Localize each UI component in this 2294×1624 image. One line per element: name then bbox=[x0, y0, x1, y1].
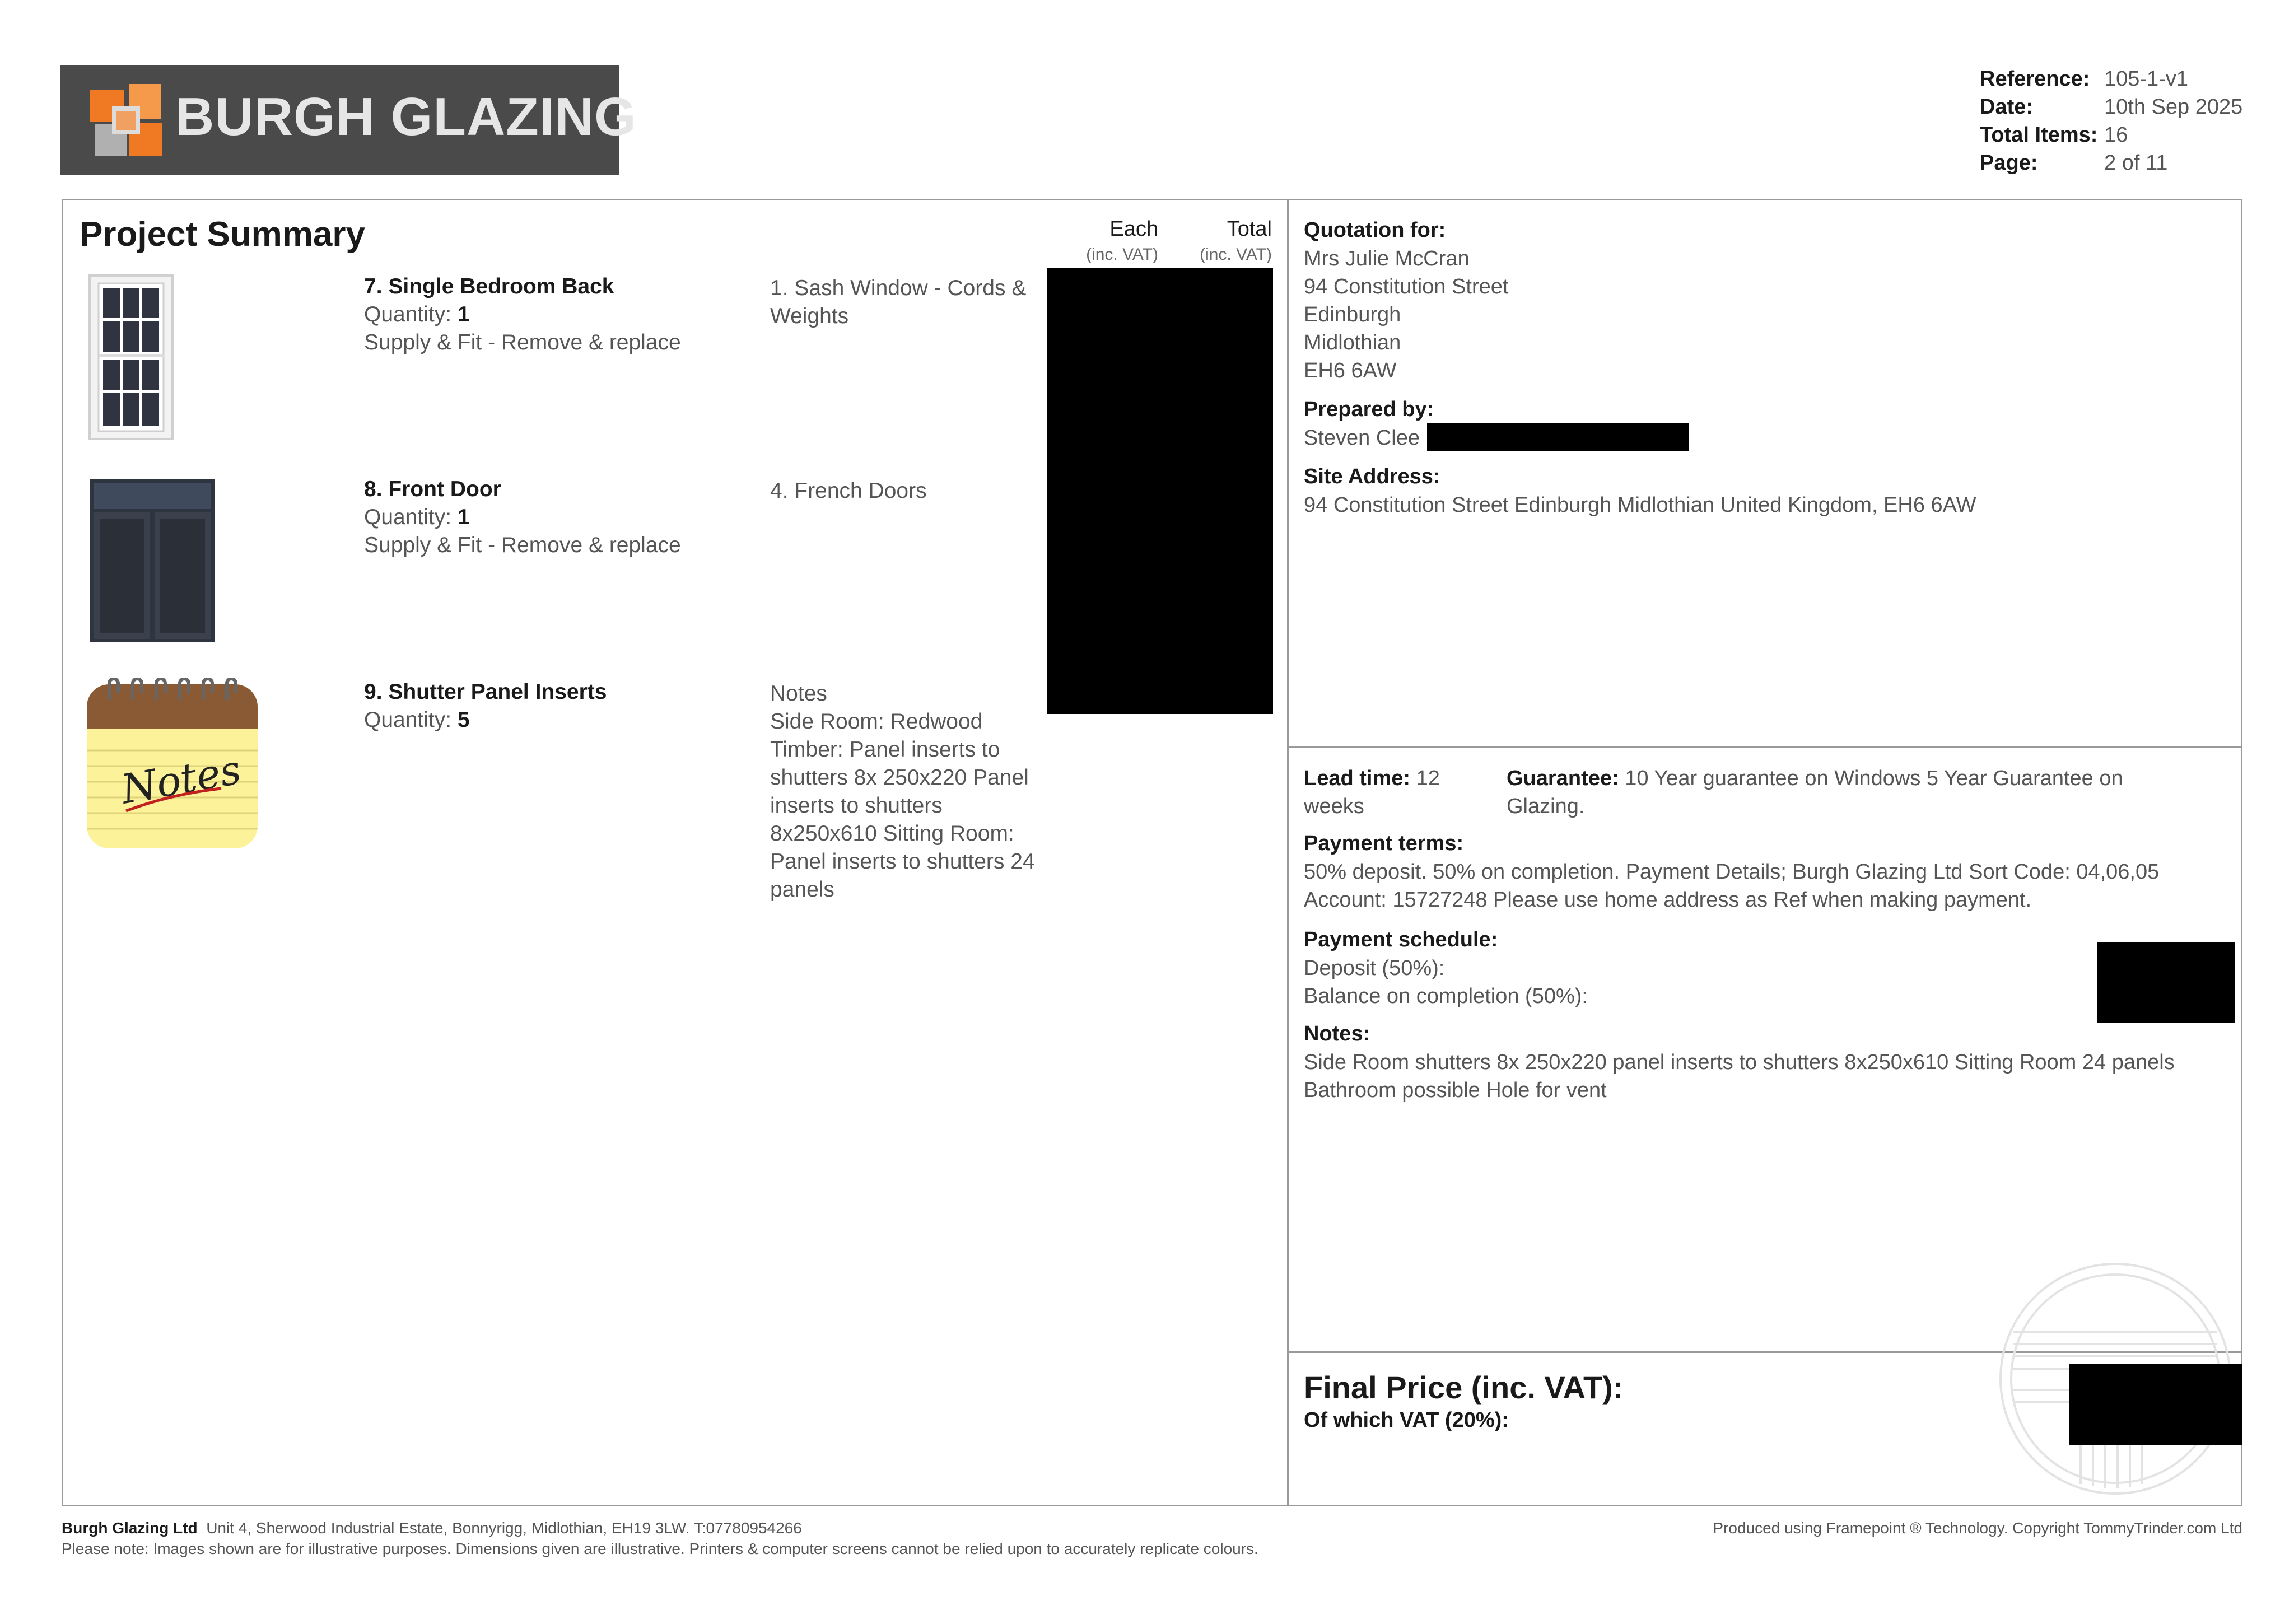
lead-time-unit: weeks bbox=[1304, 795, 1364, 818]
footer-address: Unit 4, Sherwood Industrial Estate, Bonnyrigg, Midlothian, EH19 3LW. T:07780954266 bbox=[206, 1519, 802, 1537]
quantity-value: 1 bbox=[457, 505, 470, 529]
section-divider bbox=[1287, 746, 2242, 748]
item-title: 8. Front Door bbox=[364, 477, 501, 501]
reference-label: Reference: bbox=[1980, 67, 2090, 91]
lead-time bbox=[1304, 764, 1440, 792]
quantity-label: Quantity: bbox=[364, 505, 452, 529]
reference-value: 105-1-v1 bbox=[2104, 67, 2188, 91]
quotation-for-label: Quotation for: bbox=[1304, 218, 1446, 242]
sash-window-image bbox=[88, 274, 174, 440]
total-column-subheader: (inc. VAT) bbox=[1200, 245, 1272, 264]
page-value: 2 of 11 bbox=[2104, 151, 2168, 175]
deposit-label: Deposit (50%): bbox=[1304, 956, 1445, 980]
vat-label: Of which VAT (20%): bbox=[1304, 1408, 1509, 1432]
item-title: 9. Shutter Panel Inserts bbox=[364, 680, 607, 704]
notes-label: Notes: bbox=[1304, 1022, 1370, 1046]
quantity-value: 1 bbox=[457, 302, 470, 326]
item-quantity bbox=[364, 706, 470, 734]
redacted-schedule-amounts bbox=[2097, 942, 2235, 1023]
page-label: Page: bbox=[1980, 151, 2038, 175]
balance-label: Balance on completion (50%): bbox=[1304, 984, 1588, 1008]
quantity-value: 5 bbox=[457, 708, 470, 732]
item-action: Supply & Fit - Remove & replace bbox=[364, 330, 681, 354]
french-door-image bbox=[90, 479, 215, 642]
customer-address-line: Edinburgh bbox=[1304, 303, 1401, 326]
notes-text: Bathroom possible Hole for vent bbox=[1304, 1079, 1607, 1102]
site-address-label: Site Address: bbox=[1304, 465, 1440, 488]
project-summary-title: Project Summary bbox=[80, 215, 365, 254]
quantity-label: Quantity: bbox=[364, 708, 452, 732]
payment-schedule-label: Payment schedule: bbox=[1304, 928, 1498, 951]
footer-company-name: Burgh Glazing Ltd bbox=[62, 1519, 198, 1537]
footer-company bbox=[62, 1519, 802, 1537]
item-quantity bbox=[364, 301, 470, 329]
redacted-prices bbox=[1047, 268, 1273, 714]
logo-text: BURGH GLAZING bbox=[175, 87, 637, 147]
date-label: Date: bbox=[1980, 95, 2034, 119]
guarantee-value-cont: Glazing. bbox=[1507, 795, 1585, 818]
customer-postcode: EH6 6AW bbox=[1304, 359, 1397, 382]
notes-text: Side Room shutters 8x 250x220 panel inserts to shutters 8x250x610 Sitting Room 24 panels bbox=[1304, 1051, 2175, 1074]
footer-produced: Produced using Framepoint ® Technology. Copyright TommyTrinder.com Ltd bbox=[1713, 1519, 2242, 1537]
redacted-final-price bbox=[2069, 1364, 2242, 1445]
item-description: 1. Sash Window - Cords & Weights bbox=[770, 276, 1027, 328]
prepared-by-label: Prepared by: bbox=[1304, 398, 1434, 421]
guarantee-label: Guarantee: bbox=[1507, 767, 1619, 790]
item-quantity bbox=[364, 503, 470, 531]
item-title: 7. Single Bedroom Back bbox=[364, 274, 614, 298]
customer-address-line: Midlothian bbox=[1304, 331, 1401, 354]
logo-mark-icon bbox=[90, 84, 162, 157]
quote-meta bbox=[1980, 65, 2242, 177]
footer-note: Please note: Images shown are for illustrative purposes. Dimensions given are illustrative. Printers & computer screens cannot be relied upon to accurately replicate colours. bbox=[62, 1540, 1258, 1557]
total-items-label: Total Items: bbox=[1980, 123, 2098, 147]
lead-time-value: 12 bbox=[1416, 767, 1440, 790]
quantity-label: Quantity: bbox=[364, 302, 452, 326]
notes-image-text: Notes bbox=[118, 745, 245, 813]
each-column-header: Each bbox=[1109, 217, 1158, 241]
final-price-label: Final Price (inc. VAT): bbox=[1304, 1370, 1624, 1405]
item-action: Supply & Fit - Remove & replace bbox=[364, 533, 681, 557]
payment-terms-label: Payment terms: bbox=[1304, 832, 1464, 855]
customer-address-line: 94 Constitution Street bbox=[1304, 275, 1509, 298]
payment-terms-text: Account: 15727248 Please use home address as Ref when making payment. bbox=[1304, 888, 2032, 912]
guarantee bbox=[1507, 764, 2123, 792]
item-description: Notes Side Room: Redwood Timber: Panel inserts to shutters 8x 250x220 Panel inserts to shutters 8x250x610 Sitting Room: Panel inserts to shutters 24 panels bbox=[770, 682, 1035, 902]
each-column-subheader: (inc. VAT) bbox=[1086, 245, 1158, 264]
total-items-value: 16 bbox=[2104, 123, 2128, 147]
customer-name: Mrs Julie McCran bbox=[1304, 247, 1470, 270]
site-address-value: 94 Constitution Street Edinburgh Midlothian United Kingdom, EH6 6AW bbox=[1304, 493, 1976, 517]
prepared-by-value: Steven Clee bbox=[1304, 426, 1420, 450]
notes-pad-image bbox=[87, 678, 258, 848]
payment-terms-text: 50% deposit. 50% on completion. Payment Details; Burgh Glazing Ltd Sort Code: 04,06,05 bbox=[1304, 860, 2160, 884]
item-description: 4. French Doors bbox=[770, 479, 927, 503]
date-value: 10th Sep 2025 bbox=[2104, 95, 2243, 119]
guarantee-value: 10 Year guarantee on Windows 5 Year Guarantee on bbox=[1625, 767, 2123, 790]
company-logo bbox=[60, 65, 637, 175]
column-divider bbox=[1287, 199, 1289, 1506]
total-column-header: Total bbox=[1227, 217, 1272, 241]
lead-time-label: Lead time: bbox=[1304, 767, 1411, 790]
redacted-contact bbox=[1427, 423, 1689, 451]
